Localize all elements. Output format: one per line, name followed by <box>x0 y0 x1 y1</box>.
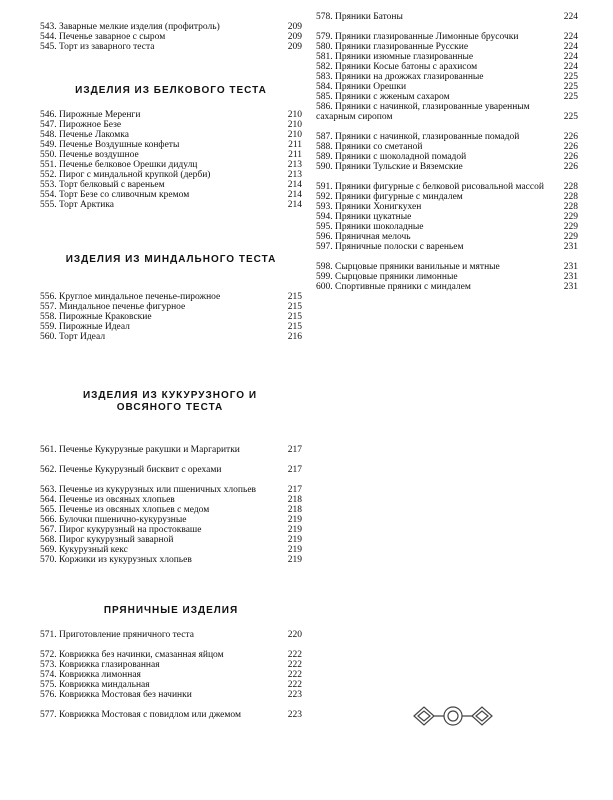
entry-title: 581. Пряники изюмные глазированные <box>316 52 474 62</box>
entry-title: 573. Коврижка глазированная <box>40 660 160 670</box>
entry-page: 215 <box>287 312 302 322</box>
toc-entry <box>40 170 302 180</box>
entry-page: 216 <box>287 332 302 342</box>
entry-title: 545. Торт из заварного теста <box>40 42 155 52</box>
toc-entry <box>40 435 302 455</box>
entry-title: 596. Пряничная мелочь <box>316 232 411 242</box>
entry-page: 214 <box>287 200 302 210</box>
toc-entry <box>40 525 302 535</box>
entry-title: 570. Коржики из кукурузных хлопьев <box>40 555 192 565</box>
toc-entry <box>316 72 578 82</box>
entry-page: 223 <box>287 710 302 720</box>
toc-entry <box>40 680 302 690</box>
entry-title: 593. Пряники Хонигкухен <box>316 202 422 212</box>
entry-page: 223 <box>287 690 302 700</box>
entry-page: 219 <box>287 555 302 565</box>
entry-title: 580. Пряники глазированные Русские <box>316 42 469 52</box>
toc-entry <box>40 180 302 190</box>
entry-page: 211 <box>288 140 302 150</box>
entry-title: 554. Торт Безе со сливочным кремом <box>40 190 190 200</box>
entry-title: 565. Печенье из овсяных хлопьев с медом <box>40 505 210 515</box>
toc-entry <box>40 332 302 342</box>
entry-page: 214 <box>287 190 302 200</box>
entry-title: 586. Пряники с начинкой, глазированные уваренным сахарным сиропом <box>316 102 530 122</box>
toc-entry <box>316 252 578 272</box>
entry-page: 222 <box>287 650 302 660</box>
entry-page: 220 <box>287 630 302 640</box>
toc-entry <box>40 150 302 160</box>
entry-page: 215 <box>287 302 302 312</box>
entry-title: 599. Сырцовые пряники лимонные <box>316 272 458 282</box>
entry-page: 231 <box>563 272 578 282</box>
toc-entry <box>316 142 578 152</box>
entry-title: 583. Пряники на дрожжах глазированные <box>316 72 484 82</box>
entry-title: 579. Пряники глазированные Лимонные брусочки <box>316 32 519 42</box>
entry-page: 209 <box>287 32 302 42</box>
entry-title: 547. Пирожное Безе <box>40 120 122 130</box>
entry-page: 219 <box>287 545 302 555</box>
toc-entry <box>40 505 302 515</box>
toc-entry <box>316 282 578 292</box>
entry-page: 213 <box>287 160 302 170</box>
toc-entry <box>316 12 578 22</box>
entry-title: 569. Кукурузный кекс <box>40 545 128 555</box>
entry-page: 222 <box>287 670 302 680</box>
entry-title: 597. Пряничные полоски с вареньем <box>316 242 464 252</box>
toc-entry <box>40 302 302 312</box>
entry-title: 585. Пряники с жженым сахаром <box>316 92 450 102</box>
toc-entry <box>40 660 302 670</box>
entry-page: 229 <box>563 212 578 222</box>
right-column <box>316 12 578 292</box>
entry-title: 589. Пряники с шоколадной помадой <box>316 152 467 162</box>
entry-page: 226 <box>563 152 578 162</box>
entry-title: 562. Печенье Кукурузный бисквит с орехами <box>40 465 222 475</box>
toc-entry <box>316 122 578 142</box>
entry-title: 558. Пирожные Краковские <box>40 312 152 322</box>
entry-page: 210 <box>287 120 302 130</box>
entry-title: 546. Пирожные Меренги <box>40 110 141 120</box>
entry-title: 553. Торт белковый с вареньем <box>40 180 165 190</box>
entry-title: 594. Пряники цукатные <box>316 212 412 222</box>
toc-entry <box>40 630 302 640</box>
entry-page: 226 <box>563 162 578 172</box>
entry-page: 219 <box>287 515 302 525</box>
entry-page: 224 <box>563 62 578 72</box>
toc-entry <box>316 172 578 192</box>
entry-title: 592. Пряники фигурные с миндалем <box>316 192 463 202</box>
entry-title: 548. Печенье Лакомка <box>40 130 129 140</box>
toc-entry <box>40 282 302 302</box>
entry-title: 563. Печенье из кукурузных или пшеничных хлопьев <box>40 485 257 495</box>
entry-page: 226 <box>563 142 578 152</box>
entry-page: 211 <box>288 150 302 160</box>
entry-page: 226 <box>563 132 578 142</box>
toc-entry <box>316 202 578 212</box>
entry-title: 582. Пряники Косые батоны с арахисом <box>316 62 478 72</box>
entry-page: 228 <box>563 192 578 202</box>
entry-title: 584. Пряники Орешки <box>316 82 407 92</box>
toc-entry <box>316 102 578 122</box>
entry-page: 217 <box>287 445 302 455</box>
toc-entry <box>40 312 302 322</box>
entry-page: 213 <box>287 170 302 180</box>
toc-entry <box>40 200 302 210</box>
entry-title: 598. Сырцовые пряники ванильные и мятные <box>316 262 500 272</box>
toc-entry <box>40 545 302 555</box>
toc-entry <box>40 120 302 130</box>
entry-title: 557. Миндальное печенье фигурное <box>40 302 186 312</box>
entry-page: 218 <box>287 505 302 515</box>
entry-page: 214 <box>287 180 302 190</box>
section-entries <box>40 435 302 565</box>
entry-title: 567. Пирог кукурузный на простокваше <box>40 525 202 535</box>
entry-title: 574. Коврижка лимонная <box>40 670 141 680</box>
entry-page: 218 <box>287 495 302 505</box>
entry-page: 231 <box>563 242 578 252</box>
entry-page: 222 <box>287 660 302 670</box>
toc-entry <box>316 22 578 42</box>
entry-page: 209 <box>287 22 302 32</box>
entry-page: 219 <box>287 535 302 545</box>
toc-entry <box>316 152 578 162</box>
toc-entry <box>316 272 578 282</box>
toc-entry <box>40 640 302 660</box>
entry-title: 544. Печенье заварное с сыром <box>40 32 166 42</box>
toc-entry <box>316 92 578 102</box>
entry-title: 566. Булочки пшенично-кукурузные <box>40 515 187 525</box>
entry-title: 564. Печенье из овсяных хлопьев <box>40 495 175 505</box>
entry-page: 229 <box>563 232 578 242</box>
toc-entry <box>316 192 578 202</box>
entry-title: 571. Приготовление пряничного теста <box>40 630 194 640</box>
entry-title: 600. Спортивные пряники с миндалем <box>316 282 471 292</box>
toc-entry <box>316 52 578 62</box>
entry-title: 549. Печенье Воздушные конфеты <box>40 140 180 150</box>
toc-entry <box>316 212 578 222</box>
entry-title: 552. Пирог с миндальной крупкой (дерби) <box>40 170 211 180</box>
entry-title: 576. Коврижка Мостовая без начинки <box>40 690 192 700</box>
toc-entry <box>316 62 578 72</box>
toc-entry <box>40 515 302 525</box>
toc-entry <box>40 130 302 140</box>
section-entries <box>40 282 302 342</box>
entry-page: 231 <box>563 282 578 292</box>
entry-title: 555. Торт Арктика <box>40 200 115 210</box>
entry-page: 228 <box>563 182 578 192</box>
toc-entry <box>40 475 302 495</box>
entry-page: 224 <box>563 12 578 22</box>
entry-page: 217 <box>287 485 302 495</box>
section-heading: ИЗДЕЛИЯ ИЗ МИНДАЛЬНОГО ТЕСТА <box>65 254 277 265</box>
entry-page: 225 <box>563 112 578 122</box>
toc-entry <box>316 82 578 92</box>
entry-page: 228 <box>563 202 578 212</box>
toc-entry <box>40 42 302 52</box>
entry-page: 217 <box>287 465 302 475</box>
entry-page: 225 <box>563 72 578 82</box>
entry-title: 588. Пряники со сметаной <box>316 142 423 152</box>
entry-title: 590. Пряники Тульские и Вяземские <box>316 162 463 172</box>
toc-entry <box>40 495 302 505</box>
toc-entry <box>316 162 578 172</box>
entry-title: 591. Пряники фигурные с белковой рисовальной массой <box>316 182 544 192</box>
toc-entry <box>316 242 578 252</box>
toc-entry <box>40 700 302 720</box>
section-entries <box>40 630 302 720</box>
entry-page: 224 <box>563 42 578 52</box>
entry-title: 560. Торт Идеал <box>40 332 106 342</box>
entry-title: 551. Печенье белковое Орешки дидулц <box>40 160 198 170</box>
ornament-icon <box>412 700 494 732</box>
entry-page: 229 <box>563 222 578 232</box>
entry-title: 587. Пряники с начинкой, глазированные помадой <box>316 132 520 142</box>
toc-entry <box>40 32 302 42</box>
section-entries <box>40 110 302 210</box>
toc-entry <box>40 110 302 120</box>
entry-page: 219 <box>287 525 302 535</box>
section-heading: ПРЯНИЧНЫЕ ИЗДЕЛИЯ <box>103 605 239 616</box>
toc-entry <box>40 535 302 545</box>
toc-entry <box>40 555 302 565</box>
toc-entry <box>40 140 302 150</box>
entry-title: 575. Коврижка миндальная <box>40 680 150 690</box>
toc-entry <box>40 455 302 475</box>
entry-title: 556. Круглое миндальное печенье-пирожное <box>40 292 221 302</box>
entry-page: 224 <box>563 32 578 42</box>
toc-entry <box>40 12 302 32</box>
toc-entry <box>316 42 578 52</box>
entry-title: 572. Коврижка без начинки, смазанная яйцом <box>40 650 224 660</box>
entry-title: 568. Пирог кукурузный заварной <box>40 535 174 545</box>
entry-title: 577. Коврижка Мостовая с повидлом или джемом <box>40 710 241 720</box>
section-heading: ИЗДЕЛИЯ ИЗ БЕЛКОВОГО ТЕСТА <box>75 85 267 96</box>
section-heading: ИЗДЕЛИЯ ИЗ КУКУРУЗНОГО И ОВСЯНОГО ТЕСТА <box>82 390 258 413</box>
entry-page: 224 <box>563 52 578 62</box>
toc-entry <box>40 322 302 332</box>
entry-page: 222 <box>287 680 302 690</box>
entry-page: 209 <box>287 42 302 52</box>
entry-title: 561. Печенье Кукурузные ракушки и Маргаритки <box>40 445 240 455</box>
entry-page: 225 <box>563 92 578 102</box>
entry-page: 215 <box>287 292 302 302</box>
entry-page: 210 <box>287 110 302 120</box>
entry-title: 595. Пряники шоколадные <box>316 222 424 232</box>
entry-title: 550. Печенье воздушное <box>40 150 139 160</box>
entry-page: 210 <box>287 130 302 140</box>
entry-title: 559. Пирожные Идеал <box>40 322 130 332</box>
entry-title: 578. Пряники Батоны <box>316 12 403 22</box>
toc-entry <box>40 690 302 700</box>
entry-title: 543. Заварные мелкие изделия (профитроль) <box>40 22 220 32</box>
toc-entry <box>316 232 578 242</box>
toc-entry <box>40 190 302 200</box>
toc-entry <box>316 222 578 232</box>
toc-entry <box>40 670 302 680</box>
toc-entry <box>40 160 302 170</box>
entry-page: 225 <box>563 82 578 92</box>
entry-page: 231 <box>563 262 578 272</box>
entry-page: 215 <box>287 322 302 332</box>
